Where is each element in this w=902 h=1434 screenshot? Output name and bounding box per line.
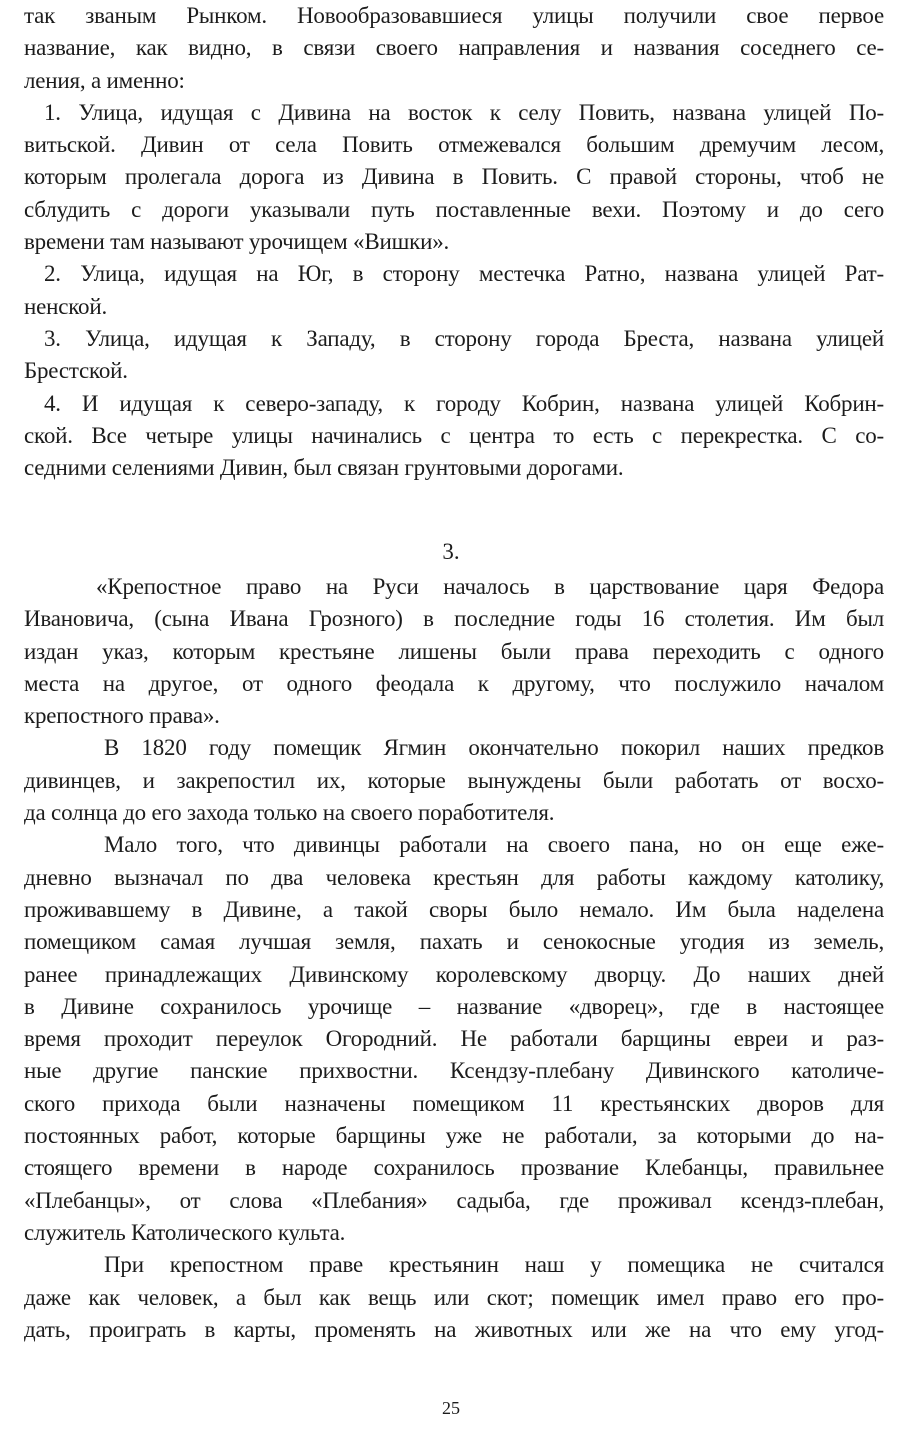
text-line: ненской. bbox=[24, 293, 107, 319]
text-line: время проходит переулок Огородний. Не работали барщины евреи и раз- bbox=[24, 1026, 884, 1052]
text-line: времени там называют урочищем «Вишки». bbox=[24, 229, 450, 255]
section-heading: 3. bbox=[442, 539, 460, 564]
text-line: постоянных работ, которые барщины уже не работали, за которыми до на- bbox=[24, 1123, 884, 1149]
text-line: седними селениями Дивин, был связан грунтовыми дорогами. bbox=[24, 455, 624, 481]
page-number: 25 bbox=[442, 1398, 460, 1418]
text-line: ранее принадлежащих Дивинскому королевскому дворцу. До наших дней bbox=[24, 961, 884, 987]
text-line: служитель Католического культа. bbox=[24, 1219, 346, 1245]
text-line: Ивановича, (сына Ивана Грозного) в последние годы 16 столетия. Им был bbox=[24, 606, 884, 632]
paragraph-first-line: При крепостном праве крестьянин наш у помещика не считался bbox=[104, 1252, 884, 1278]
text-line: дневно вызначал по два человека крестьян для работы каждому католику, bbox=[24, 864, 884, 890]
text-line: крепостного права». bbox=[24, 703, 220, 729]
text-line: сблудить с дороги указывали путь поставленные вехи. Поэтому и до сего bbox=[24, 196, 884, 222]
text-line: дивинцев, и закрепостил их, которые вынуждены были работать от восхо- bbox=[24, 767, 884, 793]
text-line: Брестской. bbox=[24, 358, 128, 384]
text-line: название, как видно, в связи своего направления и названия соседнего се- bbox=[24, 35, 884, 61]
section-previous-continuation bbox=[24, 0, 884, 484]
text-line: помещиком самая лучшая земля, пахать и сенокосные угодия из земель, bbox=[24, 929, 884, 955]
paragraph-first-line: Мало того, что дивинцы работали на своего пана, но он еще еже- bbox=[104, 832, 884, 858]
paragraph-first-line: В 1820 году помещик Ягмин окончательно покорил наших предков bbox=[104, 735, 884, 761]
text-line: в Дивине сохранилось урочище – название «дворец», где в настоящее bbox=[24, 993, 884, 1019]
text-line: ского прихода были назначены помещиком 11 крестьянских дворов для bbox=[24, 1090, 884, 1116]
text-line: места на другое, от одного феодала к другому, что послужило началом bbox=[24, 670, 884, 696]
text-line: издан указ, которым крестьяне лишены были права переходить с одного bbox=[24, 638, 884, 664]
text-line: ления, а именно: bbox=[24, 67, 185, 93]
text-line: дать, проиграть в карты, променять на животных или же на что ему угод- bbox=[24, 1316, 884, 1342]
text-line: стоящего времени в народе сохранилось прозвание Клебанцы, правильнее bbox=[24, 1155, 884, 1181]
text-line: да солнца до его захода только на своего поработителя. bbox=[24, 800, 555, 826]
section-3-body bbox=[24, 571, 884, 1346]
list-item-1: 1. Улица, идущая с Дивина на восток к селу Повить, названа улицей По- bbox=[44, 99, 884, 125]
paragraph-first-line: «Крепостное право на Руси началось в царствование царя Федора bbox=[96, 574, 884, 599]
text-line: витьской. Дивин от села Повить отмежевался большим дремучим лесом, bbox=[24, 132, 884, 158]
text-line: так званым Рынком. Новообразовавшиеся улицы получили свое первое bbox=[24, 3, 884, 28]
text-line: которым пролегала дорога из Дивина в Повить. С правой стороны, чтоб не bbox=[24, 164, 884, 190]
text-line: ные другие панские прихвостни. Ксендзу-плебану Дивинского католиче- bbox=[24, 1058, 884, 1084]
list-item-4: 4. И идущая к северо-западу, к городу Кобрин, названа улицей Кобрин- bbox=[44, 390, 884, 416]
list-item-2: 2. Улица, идущая на Юг, в сторону местечка Ратно, названа улицей Рат- bbox=[44, 261, 884, 287]
text-line: проживавшему в Дивине, а такой своры было немало. Им была наделена bbox=[24, 896, 884, 922]
text-line: ской. Все четыре улицы начинались с центра то есть с перекрестка. С со- bbox=[24, 422, 884, 448]
text-line: даже как человек, а был как вещь или скот; помещик имел право его про- bbox=[24, 1284, 884, 1310]
list-item-3: 3. Улица, идущая к Западу, в сторону города Бреста, названа улицей bbox=[44, 325, 884, 351]
text-line: «Плебанцы», от слова «Плебания» садыба, где проживал ксендз-плебан, bbox=[24, 1187, 884, 1213]
